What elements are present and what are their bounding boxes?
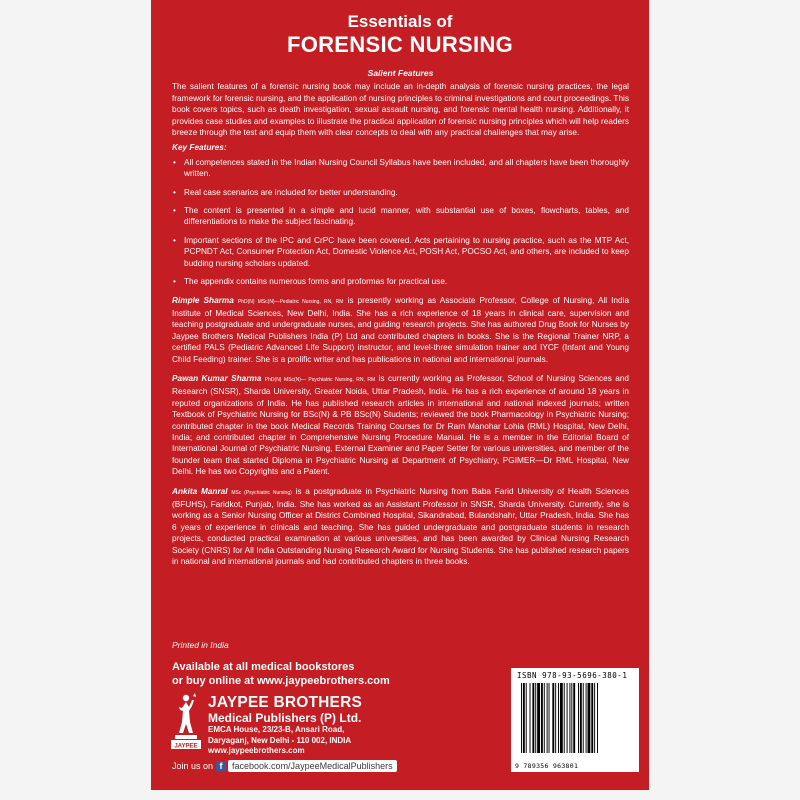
author-qualifications: PhD(N) MSc(N)—Pediatric Nursing, RN, RM: [237, 298, 344, 305]
author-bio: [172, 295, 629, 365]
barcode-bar: [535, 683, 536, 753]
publisher-block: [208, 694, 362, 757]
book-title: FORENSIC NURSING: [286, 32, 514, 57]
barcode-bar: [521, 683, 522, 753]
author-bio: [172, 486, 629, 568]
publisher-name: JAYPEE BROTHERS: [208, 694, 363, 711]
key-feature-item: • Important sections of the IPC and CrPC have been covered. Acts pertaining to nursing practice, such as the MTP Act, PCPNDT Act, Consumer Protection Act, Domestic Violence Act, POSH Act, POCSO Act, and others, are included to keep budding nursing scholars updated.: [172, 235, 629, 269]
barcode-bar: [567, 683, 568, 753]
barcode-bar: [571, 683, 572, 753]
publisher-address-line-1: EMCA House, 23/23-B, Ansari Road,: [208, 725, 345, 734]
author-name: Pawan Kumar Sharma: [172, 373, 262, 383]
social-prefix: Join us on: [172, 761, 214, 771]
key-features-list: [172, 157, 629, 288]
printed-in-label: Printed in India: [172, 640, 229, 650]
key-features-heading: Key Features:: [172, 143, 227, 153]
availability-line-1: Available at all medical bookstores: [172, 661, 355, 673]
barcode-bar: [552, 683, 554, 753]
barcode-bar: [573, 683, 575, 753]
barcode-bar: [591, 683, 593, 753]
barcode-bar: [588, 683, 591, 753]
barcode-bar: [541, 683, 543, 753]
barcode-bar: [564, 683, 565, 753]
key-feature-item: • The content is presented in a simple and lucid manner, with substantial use of boxes, flowcharts, tables, and differentiations to make the subject fascinating.: [172, 205, 629, 228]
facebook-icon: f: [216, 761, 226, 771]
barcode-bars: [519, 683, 631, 753]
barcode-bar: [547, 683, 548, 753]
author-name: Rimple Sharma: [172, 295, 234, 305]
barcode-bar: [597, 683, 598, 753]
key-feature-item: • The appendix contains numerous forms and proformas for practical use.: [172, 276, 629, 287]
barcode-bar: [526, 683, 527, 753]
barcode-bar: [578, 683, 579, 753]
barcode-bar: [544, 683, 545, 753]
salient-features-heading: Salient Features: [367, 68, 434, 78]
jaypee-logo-icon: [169, 692, 203, 750]
author-bio: [172, 373, 629, 478]
author-name: Ankita Manral: [172, 486, 228, 496]
barcode-bar: [555, 683, 556, 753]
salient-features-text: The salient features of a forensic nursing book may include an in-depth analysis of forensic nursing practices, the legal framework for forensic nursing, and the application of nursing principles to criminal investigations and court proceedings. This book covers topics, such as death investigation, sexual assault nursing, and forensic mental health nursing. Additionally, it provides case studies and examples to illustrate the practical application of forensic nursing principles which will help readers breeze through the test and equip them with clear concepts to deal with any practical challenges that may arise.: [172, 82, 629, 138]
barcode-digits: 9 789356 963801: [515, 762, 579, 770]
barcode-bar: [586, 683, 587, 753]
barcode-bar: [532, 683, 534, 753]
publisher-address-line-2: Daryaganj, New Delhi - 110 002, INDIA: [208, 735, 352, 745]
availability-text: [172, 660, 390, 688]
barcode-bar: [549, 683, 550, 753]
author-bio-text: is currently working as Professor, School of Nursing Sciences and Research (SNSR), Sharda University, Greater Noida, Uttar Pradesh, India. He has a rich experience of around 18 years in reputed organizations of India. He has published research articles in international and national indexed journals; written Textbook of Psychiatric Nursing for BSc(N) & PB BSc(N) Students; reviewed the book Pharmacology in Psychiatric Nursing; contributed chapter in the book Medical Records Training Courses for Dr Ram Manohar Lohia (RML) Hospital, New Delhi, India; and contributed chapter in Comprehensive Nursing Procedure Manual. He is a member in the Editorial Board of International Journal of Psychiatric Nursing, External Examiner and Paper Setter for various universities, and member of the founder team that started Diploma in Psychiatric Nursing at Department of Psychiatry, PGIMER—Dr RML Hospital, New Delhi. He has two Copyrights and a Patent.: [172, 373, 630, 477]
author-bio-text: is a postgraduate in Psychiatric Nursing from Baba Farid University of Health Sciences (BFUHS), Faridkot, Punjab, India. She has worked as an Assistant Professor in SNSR, Sharda University. Currently, she is working as a Senior Nursing Officer at District Combined Hospital, Sikandrabad, Bulandshahr, Uttar Pradesh, India. She has 6 years of experience in clinicals and teaching. She has guided undergraduate and postgraduate students in research projects, conducted practical examination at various universities, and has been awarded by Clinical Nursing Research Society (CNRS) for All India Outstanding Nursing Research Award for Nursing Students. She has published research papers in national and international journals and had contributed chapters in three books.: [172, 486, 629, 567]
publisher-subtitle: Medical Publishers (P) Ltd.: [208, 711, 362, 725]
key-feature-item: • All competences stated in the Indian Nursing Council Syllabus have been included, and all chapters have been thoroughly written.: [172, 157, 629, 180]
author-qualifications: PhD(N) MSc(N)— Psychiatric Nursing, RN, RM: [264, 376, 376, 383]
barcode-bar: [530, 683, 531, 753]
isbn-barcode: [511, 668, 639, 772]
barcode-bar: [569, 683, 570, 753]
barcode-bar: [558, 683, 559, 753]
body-text: [172, 68, 629, 575]
social-link-row: [172, 759, 397, 773]
barcode-bar: [580, 683, 582, 753]
logo-text: JAYPEE: [174, 743, 198, 750]
barcode-bar: [594, 683, 595, 753]
publisher-website: www.jaypeebrothers.com: [208, 746, 305, 755]
barcode-bar: [560, 683, 563, 753]
book-back-cover: [151, 0, 649, 790]
title-line-1: Essentials of: [347, 12, 453, 31]
key-feature-item: • Real case scenarios are included for better understanding.: [172, 187, 629, 198]
author-qualifications: MSc (Psychiatric Nursing): [231, 489, 292, 496]
barcode-bar: [523, 683, 525, 753]
barcode-bar: [583, 683, 584, 753]
facebook-url: facebook.com/JaypeeMedicalPublishers: [228, 760, 397, 772]
barcode-bar: [537, 683, 540, 753]
availability-line-2: or buy online at www.jaypeebrothers.com: [172, 675, 390, 687]
author-bio-text: is presently working as Associate Professor, College of Nursing, All India Institute of Medical Sciences, New Delhi, India. She has a rich experience of 18 years in clinical care, supervision and teaching postgraduate and undergraduate nurses, and guiding research projects. She has authored Drug Book for Nurses by Jaypee Brothers Medical Publishers India (P) Ltd and contributed chapters in books. She is the Regional Trainer NRP, a certified PALS (Pediatric Advanced Life Support) instructor, and level-three simulation trainer and IYCF (Infant and Young Child Feeding) trainer. She is a prolific writer and has publications in national and international journals.: [172, 295, 630, 364]
isbn-text: ISBN 978-93-5696-380-1: [517, 671, 628, 680]
